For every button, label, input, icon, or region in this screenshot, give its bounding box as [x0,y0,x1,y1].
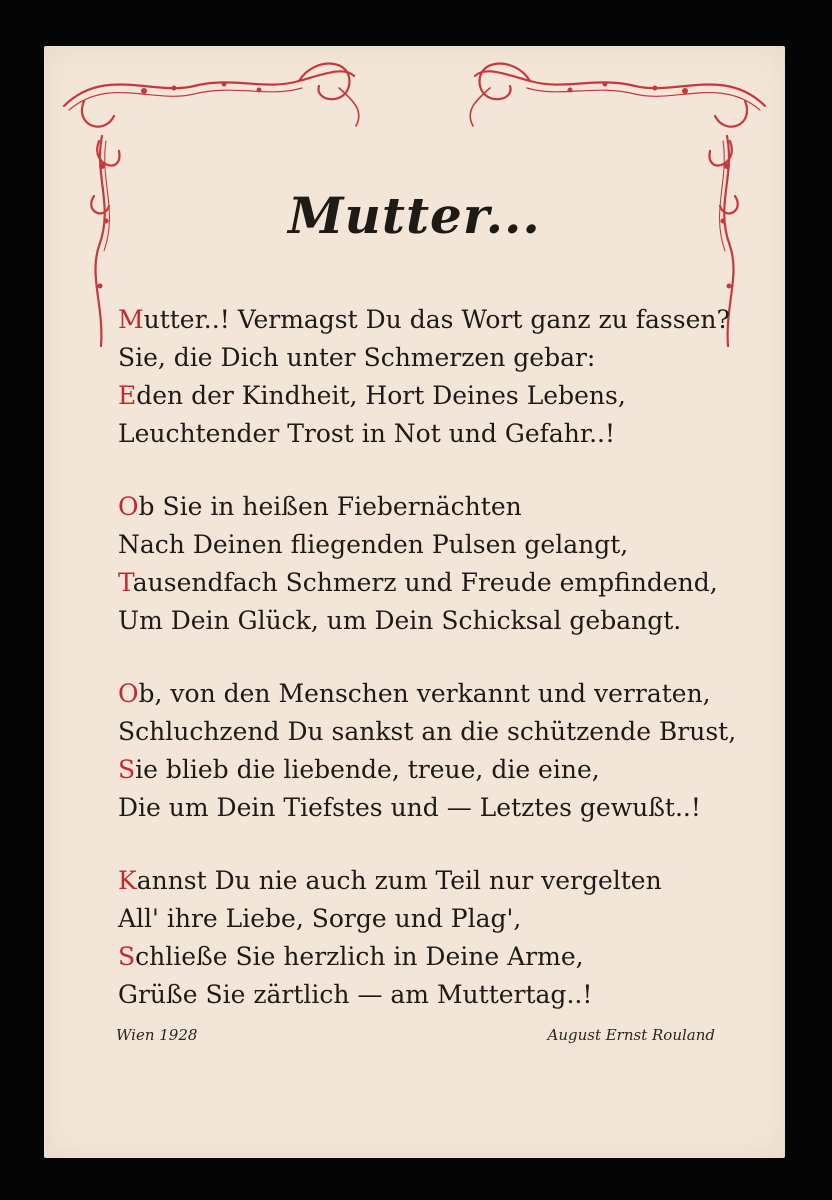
poem-line: Kannst Du nie auch zum Teil nur vergelten [118,866,662,895]
stanza [118,675,758,827]
poem-line: Schließe Sie herzlich in Deine Arme, [118,942,584,971]
initial-letter: T [118,568,133,597]
poem-line: Schluchzend Du sankst an die schützende Brust, [118,717,737,746]
place-date: Wien 1928 [116,1026,198,1044]
initial-letter: E [118,381,137,410]
poem-line: Sie blieb die liebende, treue, die eine, [118,755,600,784]
postcard [44,46,785,1158]
poem-line: Nach Deinen fliegenden Pulsen gelangt, [118,530,629,559]
initial-letter: M [118,305,144,334]
stanza [118,301,758,453]
poem-line: Leuchtender Trost in Not und Gefahr..! [118,419,616,448]
poem-line: Mutter..! Vermagst Du das Wort ganz zu fassen? [118,305,730,334]
initial-letter: K [118,866,137,895]
poem-line: Sie, die Dich unter Schmerzen gebar: [118,343,596,372]
stanza [118,862,758,1014]
poem-line: Tausendfach Schmerz und Freude empfindend, [118,568,718,597]
initial-letter: O [118,679,139,708]
poem-line: Ob, von den Menschen verkannt und verraten, [118,679,711,708]
author-name: August Ernst Rouland [547,1026,715,1044]
initial-letter: S [118,755,136,784]
poem-line: Ob Sie in heißen Fiebernächten [118,492,522,521]
poem-title: Mutter... [288,186,541,245]
poem-line: Die um Dein Tiefstes und — Letztes gewußt..! [118,793,701,822]
stanza [118,488,758,640]
initial-letter: O [118,492,139,521]
poem-line: Eden der Kindheit, Hort Deines Lebens, [118,381,626,410]
initial-letter: S [118,942,136,971]
poem-line: Grüße Sie zärtlich — am Muttertag..! [118,980,593,1009]
poem-line: All' ihre Liebe, Sorge und Plag', [118,904,522,933]
poem-body [118,301,758,1049]
poem-line: Um Dein Glück, um Dein Schicksal gebangt. [118,606,682,635]
